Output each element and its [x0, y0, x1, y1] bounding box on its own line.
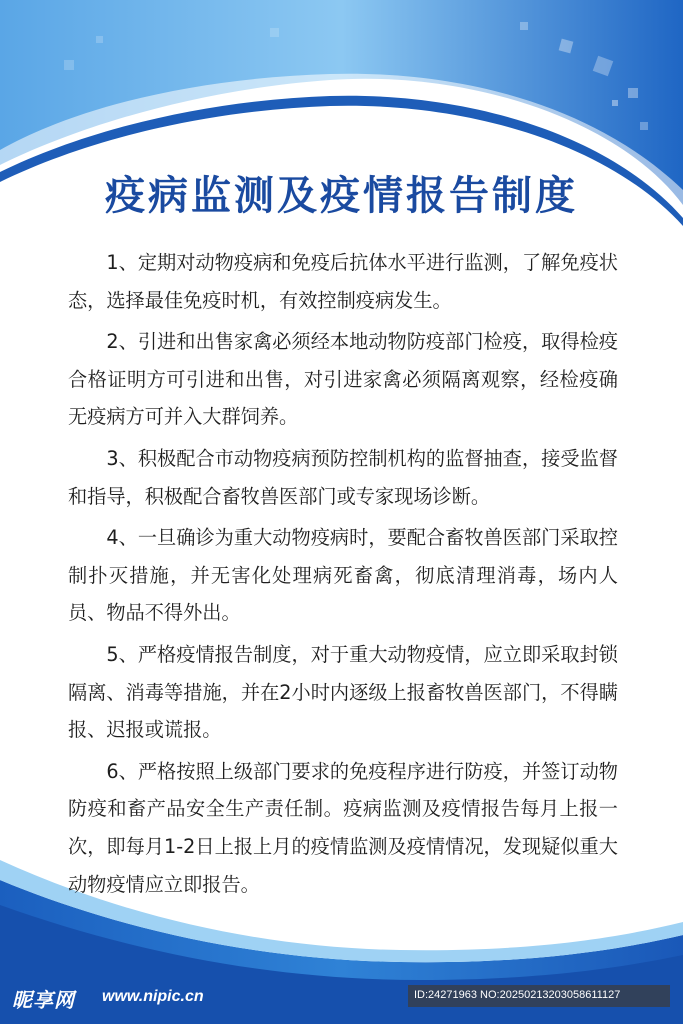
- page-title: 疫病监测及疫情报告制度: [105, 173, 578, 219]
- regulation-body: [68, 244, 618, 903]
- regulation-item-6: 6、严格按照上级部门要求的免疫程序进行防疫，并签订动物防疫和畜产品安全生产责任制。疫病监测及疫情报告每月上报一次，即每月1-2日上报上月的疫情监测及疫情情况，发现疑似重大动物疫情应立即报告。: [68, 759, 618, 896]
- regulation-item-2: 2、引进和出售家禽必须经本地动物防疫部门检疫，取得检疫合格证明方可引进和出售，对引进家禽必须隔离观察，经检疫确无疫病方可并入大群饲养。: [68, 330, 618, 429]
- regulation-item-3: 3、积极配合市动物疫病预防控制机构的监督抽查，接受监督和指导，积极配合畜牧兽医部门或专家现场诊断。: [68, 446, 618, 508]
- watermark-url: www.nipic.cn: [102, 988, 204, 1005]
- regulation-item-5: 5、严格疫情报告制度，对于重大动物疫情，应立即采取封锁隔离、消毒等措施，并在2小时内逐级上报畜牧兽医部门，不得瞒报、迟报或谎报。: [68, 642, 618, 742]
- watermark-id: ID:24271963 NO:20250213203058611127: [414, 989, 621, 1001]
- regulation-item-1: 1、定期对动物疫病和免疫后抗体水平进行监测，了解免疫状态，选择最佳免疫时机，有效控制疫病发生。: [68, 251, 618, 312]
- watermark-logo: 昵享网: [12, 988, 75, 1012]
- regulation-item-4: 4、一旦确诊为重大动物疫病时，要配合畜牧兽医部门采取控制扑灭措施，并无害化处理病死畜禽，彻底清理消毒，场内人员、物品不得外出。: [68, 526, 618, 625]
